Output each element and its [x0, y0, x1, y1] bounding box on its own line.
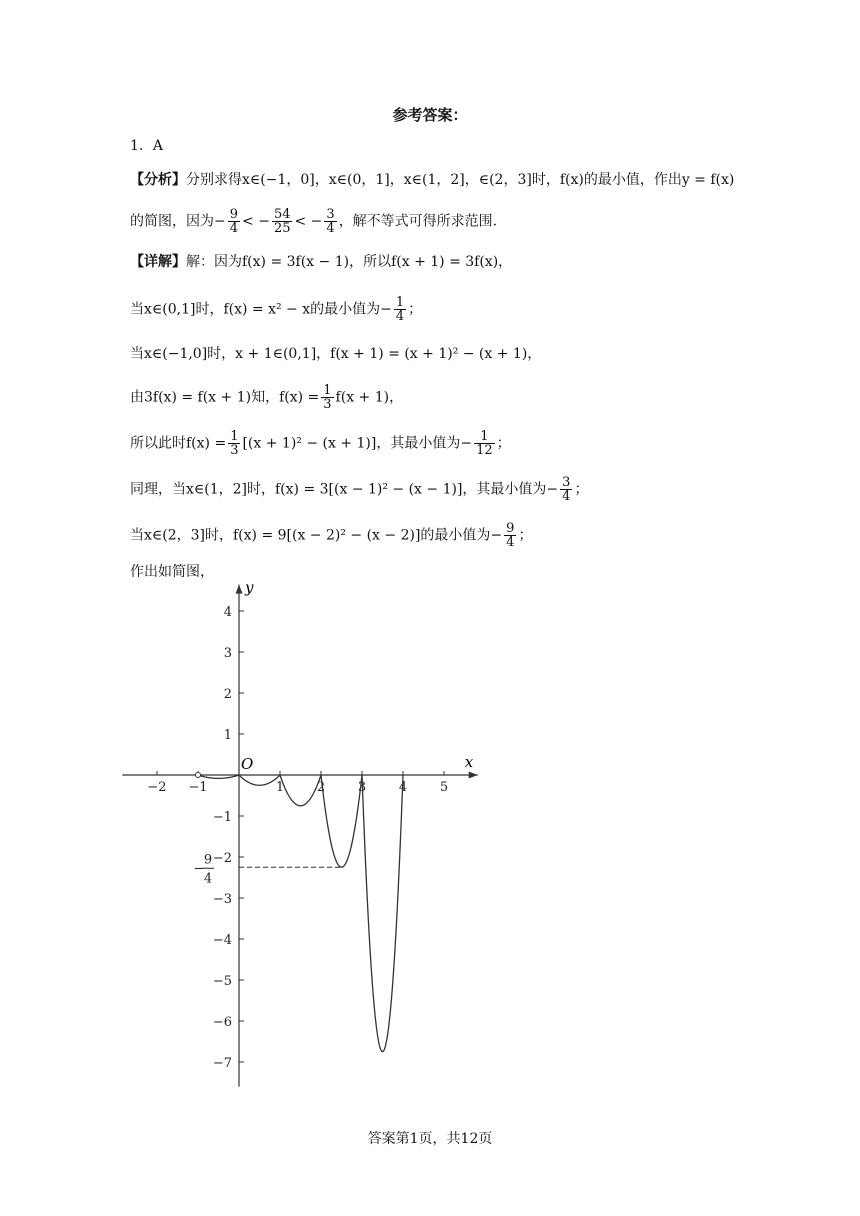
semicolon: ； — [574, 481, 589, 498]
detail-text-2: 当x∈(0,1]时，f(x) = x² − x的最小值为 — [130, 301, 381, 318]
y-tick-label: −3 — [212, 892, 232, 907]
y-tick-label: 1 — [223, 728, 232, 743]
detail-text-6: 同理，当x∈(1，2]时，f(x) = 3[(x − 1)² − (x − 1)]，其最小值为 — [130, 481, 547, 498]
origin-label: O — [241, 755, 254, 773]
fraction-3-4-b: $\frac{3}{4}$ — [562, 475, 571, 504]
page-footer: 答案第1页，共12页 — [367, 1131, 493, 1147]
open-point — [196, 773, 201, 778]
fraction-1-3: $\frac{1}{3}$ — [323, 383, 332, 412]
detail-text-4b: f(x + 1)， — [335, 389, 404, 406]
x-axis-arrow — [469, 772, 478, 779]
minus-sign: − — [490, 527, 503, 544]
y-tick-label: 3 — [223, 646, 232, 661]
x-tick-label: 2 — [316, 780, 326, 795]
detail-line-3: 当x∈(−1,0]时，x + 1∈(0,1]，f(x + 1) = (x + 1)² − (x + 1)， — [130, 346, 542, 362]
analysis-text-1: 分别求得x∈(−1，0]，x∈(0，1]，x∈(1，2]，∈(2，3]时，f(x)的最小值，作出y = f(x) — [186, 172, 735, 188]
special-y-label-sign: − — [193, 861, 205, 877]
analysis-text-2b: ，解不等式可得所求范围. — [338, 213, 498, 230]
detail-text-1: 解：因为f(x) = 3f(x − 1)，所以f(x + 1) = 3f(x)， — [186, 254, 513, 270]
special-y-label-den: 4 — [203, 871, 213, 887]
y-tick-label: −6 — [212, 1015, 232, 1030]
fraction-1-3-b: $\frac{1}{3}$ — [230, 429, 239, 458]
x-axis-label: x — [464, 753, 474, 771]
curve-segment — [280, 775, 321, 806]
y-tick-label: −7 — [212, 1056, 232, 1071]
special-y-label-num: 9 — [203, 852, 213, 868]
fraction-9-4: $\frac{9}{4}$ — [229, 207, 239, 236]
semicolon: ； — [408, 301, 423, 318]
minus-sign: − — [214, 213, 226, 230]
y-tick-label: −5 — [212, 974, 232, 989]
question-number: 1．A — [130, 138, 164, 154]
x-tick-label: 1 — [275, 780, 285, 795]
minus-sign: − — [460, 435, 473, 452]
y-axis-label: y — [245, 578, 254, 597]
detail-text-7: 当x∈(2，3]时，f(x) = 9[(x − 2)² − (x − 2)]的最小值为 — [130, 527, 491, 544]
y-tick-label: 4 — [223, 605, 232, 620]
x-tick-label: 5 — [439, 780, 449, 795]
y-tick-label: −4 — [212, 933, 232, 948]
y-axis-arrow — [236, 585, 243, 594]
y-tick-label: −1 — [212, 810, 232, 825]
analysis-label: 【分析】 — [130, 172, 186, 188]
x-tick-label: −1 — [188, 780, 208, 795]
detail-text-5a: 所以此时f(x) = — [130, 435, 227, 452]
minus-sign: − — [380, 301, 392, 318]
detail-label: 【详解】 — [130, 254, 186, 270]
y-tick-label: 2 — [223, 687, 232, 702]
curve-segment — [239, 775, 280, 785]
detail-text-5b: [(x + 1)² − (x + 1)]，其最小值为 — [242, 435, 461, 452]
y-tick-label: −2 — [212, 851, 232, 866]
semicolon: ； — [518, 527, 533, 544]
x-tick-label: −2 — [147, 780, 167, 795]
detail-line-8: 作出如简图， — [130, 564, 214, 580]
semicolon: ； — [496, 435, 511, 452]
fraction-1-12: $\frac{1}{12}$ — [476, 429, 493, 458]
fraction-1-4: $\frac{1}{4}$ — [395, 295, 405, 324]
x-tick-label: 4 — [398, 780, 408, 795]
curve-segment — [321, 775, 362, 867]
fraction-9-4-b: $\frac{9}{4}$ — [506, 521, 515, 550]
x-tick-label: 3 — [357, 780, 367, 795]
fraction-54-25: $\frac{54}{25}$ — [273, 207, 291, 236]
less-than-sign-2: < − — [294, 213, 323, 230]
detail-text-4a: 由3f(x) = f(x + 1)知，f(x) = — [130, 389, 320, 406]
page-title: 参考答案： — [392, 106, 468, 124]
analysis-text-2a: 的简图，因为 — [130, 213, 214, 230]
less-than-sign: < − — [242, 213, 270, 230]
minus-sign: − — [546, 481, 559, 498]
fraction-3-4: $\frac{3}{4}$ — [326, 207, 335, 236]
curve-segment — [362, 775, 403, 1052]
